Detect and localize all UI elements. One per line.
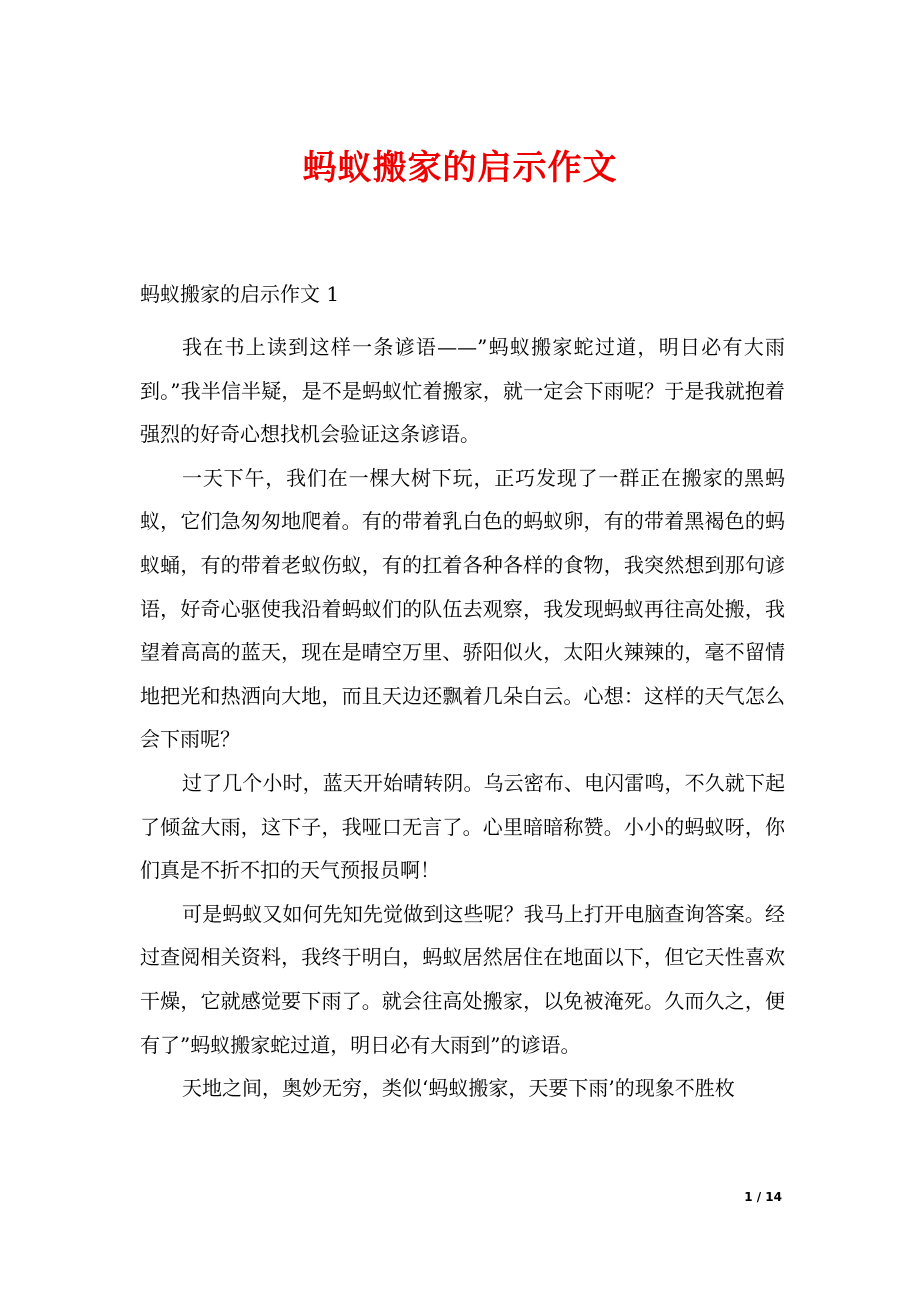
paragraph: 可是蚂蚁又如何先知先觉做到这些呢？我马上打开电脑查询答案。经过查阅相关资料，我终于明白，蚂蚁居然居住在地面以下，但它天性喜欢干燥，它就感觉要下雨了。就会往高处搬家，以免被淹死。久而久之，便有了”蚂蚁搬家蛇过道，明日必有大雨到”的谚语。 xyxy=(140,901,785,1057)
paragraph: 天地之间，奥妙无穷，类似‘蚂蚁搬家，天要下雨’的现象不胜枚 xyxy=(182,1076,735,1101)
section-heading: 蚂蚁搬家的启示作文 1 xyxy=(140,282,340,306)
page-number: 1 / 14 xyxy=(744,1190,782,1204)
paragraph: 一天下午，我们在一棵大树下玩，正巧发现了一群正在搬家的黑蚂蚁，它们急匆匆地爬着。有的带着乳白色的蚂蚁卵，有的带着黑褐色的蚂蚁蛹，有的带着老蚁伤蚁，有的扛着各种各样的食物，我突然想到那句谚语，好奇心驱使我沿着蚂蚁们的队伍去观察，我发现蚂蚁再往高处搬，我望着高高的蓝天，现在是晴空万里、骄阳似火，太阳火辣辣的，毫不留情地把光和热洒向大地，而且天边还飘着几朵白云。心想：这样的天气怎么会下雨呢？ xyxy=(140,465,785,752)
body-text xyxy=(140,326,785,1111)
paragraph: 我在书上读到这样一条谚语——”蚂蚁搬家蛇过道，明日必有大雨到。”我半信半疑，是不是蚂蚁忙着搬家，就一定会下雨呢？于是我就抱着强烈的好奇心想找机会验证这条谚语。 xyxy=(140,335,785,447)
paragraph: 过了几个小时，蓝天开始晴转阴。乌云密布、电闪雷鸣，不久就下起了倾盆大雨，这下子，我哑口无言了。心里暗暗称赞。小小的蚂蚁呀，你们真是不折不扣的天气预报员啊！ xyxy=(140,770,785,883)
page-title: 蚂蚁搬家的启示作文 xyxy=(302,148,618,188)
